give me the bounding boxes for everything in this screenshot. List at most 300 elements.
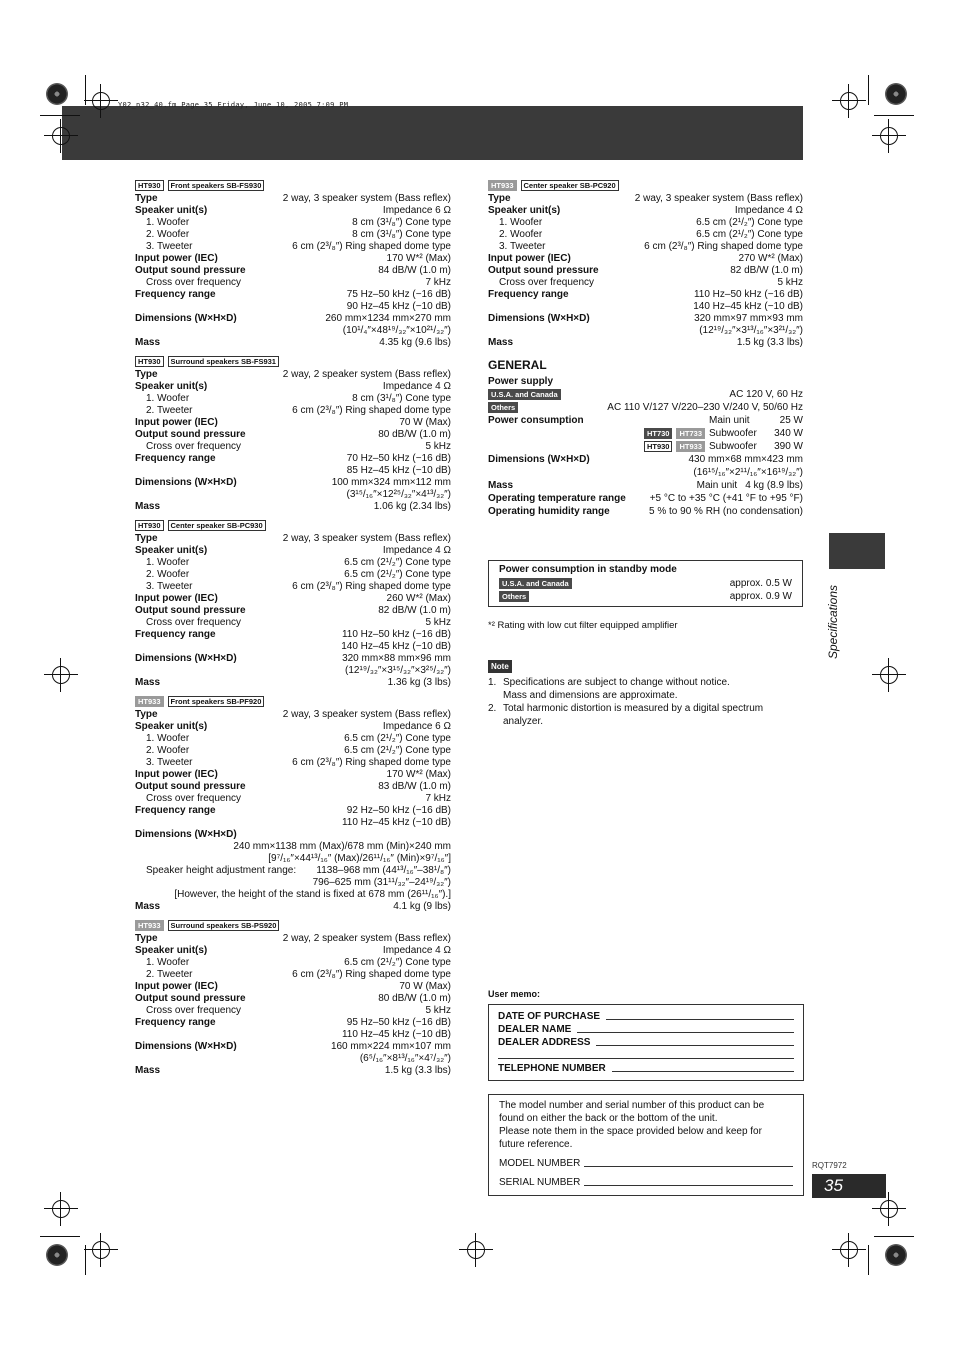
trim-mark xyxy=(874,1236,914,1237)
spec-label: Mass xyxy=(135,677,161,688)
power-supply-label: Power supply xyxy=(488,375,554,387)
note-tag: Note xyxy=(488,660,512,673)
spec-value: Impedance 4 Ω xyxy=(382,545,451,556)
spec-value: 92 Hz–50 kHz (−16 dB) xyxy=(346,805,451,816)
spec-row xyxy=(135,969,451,981)
spec-value: Impedance 6 Ω xyxy=(382,721,451,732)
general-dimensions-inch-row xyxy=(488,466,803,479)
spec-label: Input power (IEC) xyxy=(135,417,218,428)
model-tag: Surround speakers SB-PS920 xyxy=(168,920,280,931)
spec-label: Frequency range xyxy=(135,629,216,640)
subwoofer-value: 390 W xyxy=(774,440,803,452)
spec-label: Mass xyxy=(135,501,161,512)
spec-label: Cross over frequency xyxy=(146,1005,242,1016)
usa-canada-tag: U.S.A. and Canada xyxy=(499,578,572,589)
spec-label: 2. Woofer xyxy=(146,569,190,580)
trim-mark xyxy=(868,75,869,105)
spec-row xyxy=(135,889,451,901)
telephone-field[interactable] xyxy=(498,1061,794,1074)
note-item xyxy=(488,702,798,728)
spec-value: 4.1 kg (9 lbs) xyxy=(393,901,451,912)
spec-label: Input power (IEC) xyxy=(135,593,218,604)
spec-value: 8 cm (3¹/₈″) Cone type xyxy=(352,393,451,404)
spec-label: 1. Woofer xyxy=(499,217,543,228)
standby-others-row xyxy=(499,590,792,603)
page-number: 35 xyxy=(812,1174,886,1198)
spec-value: 2 way, 3 speaker system (Bass reflex) xyxy=(282,193,451,204)
general-dimensions-row xyxy=(488,453,803,466)
spec-value: 2 way, 3 speaker system (Bass reflex) xyxy=(282,533,451,544)
mass-label: Mass xyxy=(488,479,514,491)
spec-section xyxy=(135,695,451,913)
spec-value: (3¹⁵/₁₆″×12²⁵/₃₂″×4¹³/₃₂″) xyxy=(346,489,451,500)
standby-others-value: approx. 0.9 W xyxy=(729,591,792,602)
dealer-address-label: DEALER ADDRESS xyxy=(498,1037,591,1048)
spec-label: Input power (IEC) xyxy=(488,253,571,264)
spec-value: (12¹⁹/₃₂″×3¹⁵/₃₂″×3²⁵/₃₂″) xyxy=(345,665,451,676)
power-supply-row xyxy=(488,375,803,388)
spec-value: 84 dB/W (1.0 m) xyxy=(378,265,451,276)
spec-row xyxy=(135,217,451,229)
spec-label: Cross over frequency xyxy=(499,277,595,288)
model-number-label: MODEL NUMBER xyxy=(499,1158,581,1169)
spec-label: Speaker unit(s) xyxy=(135,205,208,216)
ht733-tag: HT733 xyxy=(676,428,705,439)
spec-label: Output sound pressure xyxy=(135,781,246,792)
spec-value: 6 cm (2³/₈″) Ring shaped dome type xyxy=(292,969,451,980)
spec-row xyxy=(488,337,803,349)
spec-value: 6.5 cm (2¹/₂″) Cone type xyxy=(696,229,803,240)
spec-row xyxy=(488,265,803,277)
spec-label: Speaker unit(s) xyxy=(488,205,561,216)
spec-row xyxy=(488,217,803,229)
spec-label: Dimensions (W×H×D) xyxy=(135,313,237,324)
humidity-label: Operating humidity range xyxy=(488,505,610,517)
spec-label: Dimensions (W×H×D) xyxy=(135,1041,237,1052)
spec-row xyxy=(135,1029,451,1041)
spec-label: Speaker unit(s) xyxy=(135,381,208,392)
crosshair-icon xyxy=(50,1198,72,1220)
doc-code: RQT7972 xyxy=(812,1161,847,1170)
spec-row xyxy=(135,653,451,665)
spec-label: Frequency range xyxy=(135,805,216,816)
spec-row xyxy=(135,865,451,877)
spec-row xyxy=(488,193,803,205)
spec-value: 240 mm×1138 mm (Max)/678 mm (Min)×240 mm xyxy=(233,841,451,852)
spec-row xyxy=(135,429,451,441)
spec-value: 260 W*² (Max) xyxy=(386,593,451,604)
dimensions-inch-value: (16¹⁵/₁₆″×2¹¹/₁₆″×16¹⁹/₃₂″) xyxy=(693,466,803,478)
spec-label: Mass xyxy=(135,901,161,912)
note-item xyxy=(488,676,798,702)
trim-mark xyxy=(40,1236,80,1237)
spec-value: 70 W (Max) xyxy=(399,981,451,992)
spec-value: 1.5 kg (3.3 lbs) xyxy=(736,337,803,348)
spec-value: 5 kHz xyxy=(777,277,803,288)
spec-label: Output sound pressure xyxy=(135,605,246,616)
power-supply-others-value: AC 110 V/127 V/220–230 V/240 V, 50/60 Hz xyxy=(607,401,803,413)
spec-value: 160 mm×224 mm×107 mm xyxy=(330,1041,451,1052)
spec-value: 5 kHz xyxy=(425,617,451,628)
spec-row xyxy=(135,745,451,757)
spec-row xyxy=(135,381,451,393)
spec-label: 3. Tweeter xyxy=(499,241,546,252)
section-header xyxy=(135,355,451,367)
spec-row xyxy=(135,265,451,277)
spec-row xyxy=(135,993,451,1005)
spec-row xyxy=(488,277,803,289)
spec-label: Output sound pressure xyxy=(135,429,246,440)
spec-row xyxy=(135,501,451,513)
serial-number-box xyxy=(488,1094,804,1196)
spec-row xyxy=(488,253,803,265)
spec-value: 82 dB/W (1.0 m) xyxy=(378,605,451,616)
memo-title: User memo: xyxy=(488,989,541,999)
crosshair-icon xyxy=(878,125,900,147)
subwoofer-ht730-row xyxy=(488,427,803,440)
spec-row xyxy=(488,325,803,337)
spec-row xyxy=(135,241,451,253)
spec-value: 80 dB/W (1.0 m) xyxy=(378,429,451,440)
spec-value: 95 Hz–50 kHz (−16 dB) xyxy=(346,1017,451,1028)
note-text: Total harmonic distortion is measured by a digital spectrum xyxy=(503,703,764,714)
spec-value: 170 W*² (Max) xyxy=(386,253,451,264)
main-unit-value: 25 W xyxy=(779,414,803,426)
spec-section xyxy=(135,919,451,1077)
spec-value: 2 way, 2 speaker system (Bass reflex) xyxy=(282,933,451,944)
spec-value: 796–625 mm (31¹¹/₃₂″–24¹⁹/₃₂″) xyxy=(312,877,451,888)
spec-label: Mass xyxy=(135,1065,161,1076)
crosshair-icon xyxy=(878,664,900,686)
spec-label: Type xyxy=(135,533,158,544)
dealer-address-field[interactable] xyxy=(498,1035,794,1048)
model-tag: HT933 xyxy=(135,696,164,707)
spec-row xyxy=(135,1041,451,1053)
spec-label: Frequency range xyxy=(488,289,569,300)
spec-value: 7 kHz xyxy=(425,793,451,804)
dealer-name-label: DEALER NAME xyxy=(498,1024,572,1035)
spec-row xyxy=(135,277,451,289)
serial-number-field[interactable] xyxy=(499,1170,793,1189)
spec-label: Cross over frequency xyxy=(146,793,242,804)
spec-value: 70 Hz–50 kHz (−16 dB) xyxy=(346,453,451,464)
spec-value: 6.5 cm (2¹/₂″) Cone type xyxy=(696,217,803,228)
spec-label: Input power (IEC) xyxy=(135,253,218,264)
note-text: Specifications are subject to change without notice. xyxy=(503,677,730,688)
spec-row xyxy=(135,593,451,605)
spec-section xyxy=(488,179,803,349)
spec-value: Impedance 6 Ω xyxy=(382,205,451,216)
spec-label: Frequency range xyxy=(135,289,216,300)
trim-mark xyxy=(868,1245,869,1275)
footnote: *² Rating with low cut filter equipped amplifier xyxy=(488,620,678,631)
spec-row xyxy=(135,301,451,313)
spec-value: (6⁵/₁₆″×8¹³/₁₆″×4⁷/₃₂″) xyxy=(359,1053,451,1064)
spec-row xyxy=(135,901,451,913)
spec-row xyxy=(135,581,451,593)
spec-value: 170 W*² (Max) xyxy=(386,769,451,780)
spec-label: Speaker unit(s) xyxy=(135,945,208,956)
spec-section xyxy=(135,519,451,689)
crosshair-icon xyxy=(465,1239,487,1261)
spec-value: 110 Hz–45 kHz (−10 dB) xyxy=(341,1029,451,1040)
spec-row xyxy=(135,533,451,545)
spec-row xyxy=(135,477,451,489)
spec-row xyxy=(135,1065,451,1077)
spec-value: 1.36 kg (3 lbs) xyxy=(387,677,451,688)
model-tag: HT930 xyxy=(135,520,164,531)
subwoofer-label: Subwoofer xyxy=(709,440,757,452)
model-tag: HT933 xyxy=(135,920,164,931)
spec-label: Mass xyxy=(488,337,514,348)
spec-row xyxy=(135,629,451,641)
spec-row xyxy=(488,229,803,241)
spec-label: Dimensions (W×H×D) xyxy=(135,653,237,664)
model-tag: HT930 xyxy=(135,180,164,191)
spec-row xyxy=(135,313,451,325)
dimensions-value: 430 mm×68 mm×423 mm xyxy=(688,453,803,465)
spec-value: 110 Hz–50 kHz (−16 dB) xyxy=(693,289,803,300)
spec-value: 6.5 cm (2¹/₂″) Cone type xyxy=(344,557,451,568)
registration-disc-icon xyxy=(46,1244,68,1266)
serial-text: The model number and serial number of this product can be xyxy=(499,1100,765,1111)
spec-row xyxy=(135,205,451,217)
spec-label: Dimensions (W×H×D) xyxy=(135,829,237,840)
spec-row xyxy=(135,557,451,569)
spec-value: 6 cm (2³/₈″) Ring shaped dome type xyxy=(644,241,803,252)
spec-label: Cross over frequency xyxy=(146,277,242,288)
spec-value: 85 Hz–45 kHz (−10 dB) xyxy=(346,465,451,476)
spec-label: Mass xyxy=(135,337,161,348)
humidity-value: 5 % to 90 % RH (no condensation) xyxy=(649,505,803,517)
spec-row xyxy=(135,733,451,745)
main-unit-label: Main unit xyxy=(709,414,750,426)
spec-label: 2. Woofer xyxy=(499,229,543,240)
spec-section xyxy=(135,179,451,349)
spec-value: 320 mm×97 mm×93 mm xyxy=(694,313,803,324)
power-supply-others-row xyxy=(488,401,803,414)
spec-row xyxy=(135,793,451,805)
subwoofer-label: Subwoofer xyxy=(709,427,757,439)
spec-row xyxy=(135,369,451,381)
section-header xyxy=(135,519,451,531)
spec-label: Output sound pressure xyxy=(135,265,246,276)
spec-value: 6.5 cm (2¹/₂″) Cone type xyxy=(344,745,451,756)
power-consumption-row xyxy=(488,414,803,427)
spec-label: Frequency range xyxy=(135,453,216,464)
spec-value: 80 dB/W (1.0 m) xyxy=(378,993,451,1004)
date-of-purchase-field[interactable] xyxy=(498,1009,794,1022)
spec-label: Type xyxy=(135,193,158,204)
spec-label: 2. Tweeter xyxy=(146,405,193,416)
spec-row xyxy=(135,853,451,865)
note-text: Mass and dimensions are approximate. xyxy=(503,690,678,701)
spec-row xyxy=(135,325,451,337)
spec-section xyxy=(135,355,451,513)
dimensions-label: Dimensions (W×H×D) xyxy=(488,453,590,465)
spec-row xyxy=(135,393,451,405)
serial-text: Please note them in the space provided below and keep for xyxy=(499,1126,762,1137)
spec-value: 83 dB/W (1.0 m) xyxy=(378,781,451,792)
spec-row xyxy=(135,933,451,945)
spec-label: 2. Tweeter xyxy=(146,969,193,980)
spec-label: Type xyxy=(488,193,511,204)
spec-label: Output sound pressure xyxy=(488,265,599,276)
crosshair-icon xyxy=(838,1239,860,1261)
spec-row xyxy=(135,665,451,677)
spec-row xyxy=(135,253,451,265)
side-label: Specifications xyxy=(826,584,840,660)
spec-label: 1. Woofer xyxy=(146,733,190,744)
trim-mark xyxy=(85,75,86,105)
spec-row xyxy=(135,957,451,969)
spec-label: 2. Woofer xyxy=(146,229,190,240)
spec-label: Cross over frequency xyxy=(146,617,242,628)
trim-mark xyxy=(40,115,80,116)
date-of-purchase-label: DATE OF PURCHASE xyxy=(498,1011,601,1022)
dealer-name-field[interactable] xyxy=(498,1022,794,1035)
spec-row xyxy=(135,289,451,301)
spec-value: 6.5 cm (2¹/₂″) Cone type xyxy=(344,957,451,968)
standby-usa-value: approx. 0.5 W xyxy=(729,578,792,589)
spec-value: 6 cm (2³/₈″) Ring shaped dome type xyxy=(292,405,451,416)
file-info: Y02_n32_40.fm Page 35 Friday, June 10, 2005 7:09 PM xyxy=(118,101,349,109)
spec-row xyxy=(135,781,451,793)
standby-box xyxy=(488,560,803,607)
dealer-address-extra-line[interactable] xyxy=(498,1048,794,1061)
standby-usa-row xyxy=(499,577,792,590)
model-tag: HT933 xyxy=(488,180,517,191)
section-header xyxy=(135,695,451,707)
spec-value: 2 way, 2 speaker system (Bass reflex) xyxy=(282,369,451,380)
model-tag: Center speaker SB-PC930 xyxy=(168,520,266,531)
usa-canada-tag: U.S.A. and Canada xyxy=(488,389,561,400)
crosshair-icon xyxy=(90,90,112,112)
spec-label: Speaker unit(s) xyxy=(135,721,208,732)
crosshair-icon xyxy=(50,125,72,147)
others-tag: Others xyxy=(499,591,529,602)
model-tag: Front speakers SB-PF920 xyxy=(168,696,265,707)
spec-row xyxy=(135,641,451,653)
spec-value: 5 kHz xyxy=(425,1005,451,1016)
spec-value: 2 way, 3 speaker system (Bass reflex) xyxy=(282,709,451,720)
spec-row xyxy=(135,441,451,453)
spec-value: 1.5 kg (3.3 lbs) xyxy=(384,1065,451,1076)
spec-value: [9⁷/₁₆″×44¹³/₁₆″ (Max)/26¹¹/₁₆″ (Min)×9⁷/₁₆″] xyxy=(268,853,451,864)
spec-label: Speaker unit(s) xyxy=(135,545,208,556)
temperature-row xyxy=(488,492,803,505)
spec-value: 6.5 cm (2¹/₂″) Cone type xyxy=(344,733,451,744)
model-number-field[interactable] xyxy=(499,1151,793,1170)
spec-row xyxy=(135,877,451,889)
spec-row xyxy=(135,617,451,629)
spec-value: 110 Hz–50 kHz (−16 dB) xyxy=(341,629,451,640)
spec-value: 1.06 kg (2.34 lbs) xyxy=(373,501,451,512)
spec-row xyxy=(135,193,451,205)
spec-value: 6.5 cm (2¹/₂″) Cone type xyxy=(344,569,451,580)
spec-row xyxy=(135,545,451,557)
spec-row xyxy=(135,841,451,853)
telephone-label: TELEPHONE NUMBER xyxy=(498,1063,606,1074)
general-title: GENERAL xyxy=(488,358,547,372)
note-number: 1. xyxy=(488,677,497,688)
spec-value: (12¹⁹/₃₂″×3¹³/₁₆″×3²¹/₃₂″) xyxy=(699,325,803,336)
spec-value: 82 dB/W (1.0 m) xyxy=(730,265,803,276)
spec-row xyxy=(135,677,451,689)
serial-text: found on either the back or the bottom of the unit. xyxy=(499,1113,718,1124)
general-mass-row xyxy=(488,479,803,492)
crosshair-icon xyxy=(90,1239,112,1261)
model-tag: Surround speakers SB-FS931 xyxy=(168,356,279,367)
spec-row xyxy=(135,805,451,817)
registration-disc-icon xyxy=(46,83,68,105)
spec-value: [However, the height of the stand is fixed at 678 mm (26¹¹/₁₆″).] xyxy=(174,889,451,900)
section-header xyxy=(488,179,803,191)
power-supply-usa-row xyxy=(488,388,803,401)
spec-row xyxy=(135,453,451,465)
spec-row xyxy=(488,241,803,253)
humidity-row xyxy=(488,505,803,518)
standby-title: Power consumption in standby mode xyxy=(499,564,677,575)
side-tab xyxy=(829,533,885,569)
subwoofer-ht930-row xyxy=(488,440,803,453)
spec-value: 100 mm×324 mm×112 mm xyxy=(331,477,451,488)
spec-label: 3. Tweeter xyxy=(146,757,193,768)
spec-row xyxy=(135,465,451,477)
crosshair-icon xyxy=(878,1198,900,1220)
spec-label: 1. Woofer xyxy=(146,957,190,968)
spec-value: 4.35 kg (9.6 lbs) xyxy=(379,337,451,348)
spec-value: 8 cm (3¹/₈″) Cone type xyxy=(352,229,451,240)
spec-row xyxy=(135,981,451,993)
spec-row xyxy=(135,769,451,781)
spec-row xyxy=(488,313,803,325)
spec-row xyxy=(135,1017,451,1029)
subwoofer-value: 340 W xyxy=(774,427,803,439)
spec-label: Input power (IEC) xyxy=(135,981,218,992)
spec-value: 2 way, 3 speaker system (Bass reflex) xyxy=(634,193,803,204)
trim-mark xyxy=(874,115,914,116)
spec-row xyxy=(135,721,451,733)
ht930-tag: HT930 xyxy=(644,441,673,452)
spec-label: Type xyxy=(135,369,158,380)
model-tag: HT930 xyxy=(135,356,164,367)
spec-value: 5 kHz xyxy=(425,441,451,452)
section-header xyxy=(135,179,451,191)
spec-value: 140 Hz–45 kHz (−10 dB) xyxy=(693,301,803,312)
spec-value: Impedance 4 Ω xyxy=(734,205,803,216)
spec-label: Frequency range xyxy=(135,1017,216,1028)
spec-row xyxy=(135,1005,451,1017)
spec-label: Type xyxy=(135,709,158,720)
spec-label: Cross over frequency xyxy=(146,441,242,452)
temperature-label: Operating temperature range xyxy=(488,492,626,504)
trim-mark xyxy=(85,1245,86,1275)
spec-label: 1. Woofer xyxy=(146,557,190,568)
spec-row xyxy=(135,569,451,581)
spec-label: Dimensions (W×H×D) xyxy=(135,477,237,488)
spec-label: 2. Woofer xyxy=(146,745,190,756)
spec-row xyxy=(135,1053,451,1065)
others-tag: Others xyxy=(488,402,518,413)
spec-row xyxy=(135,405,451,417)
spec-value: 6 cm (2³/₈″) Ring shaped dome type xyxy=(292,757,451,768)
spec-value: 320 mm×88 mm×96 mm xyxy=(342,653,451,664)
spec-label: Speaker height adjustment range: xyxy=(146,865,297,876)
spec-row xyxy=(135,337,451,349)
spec-label: Dimensions (W×H×D) xyxy=(488,313,590,324)
ht933-tag: HT933 xyxy=(676,441,705,452)
